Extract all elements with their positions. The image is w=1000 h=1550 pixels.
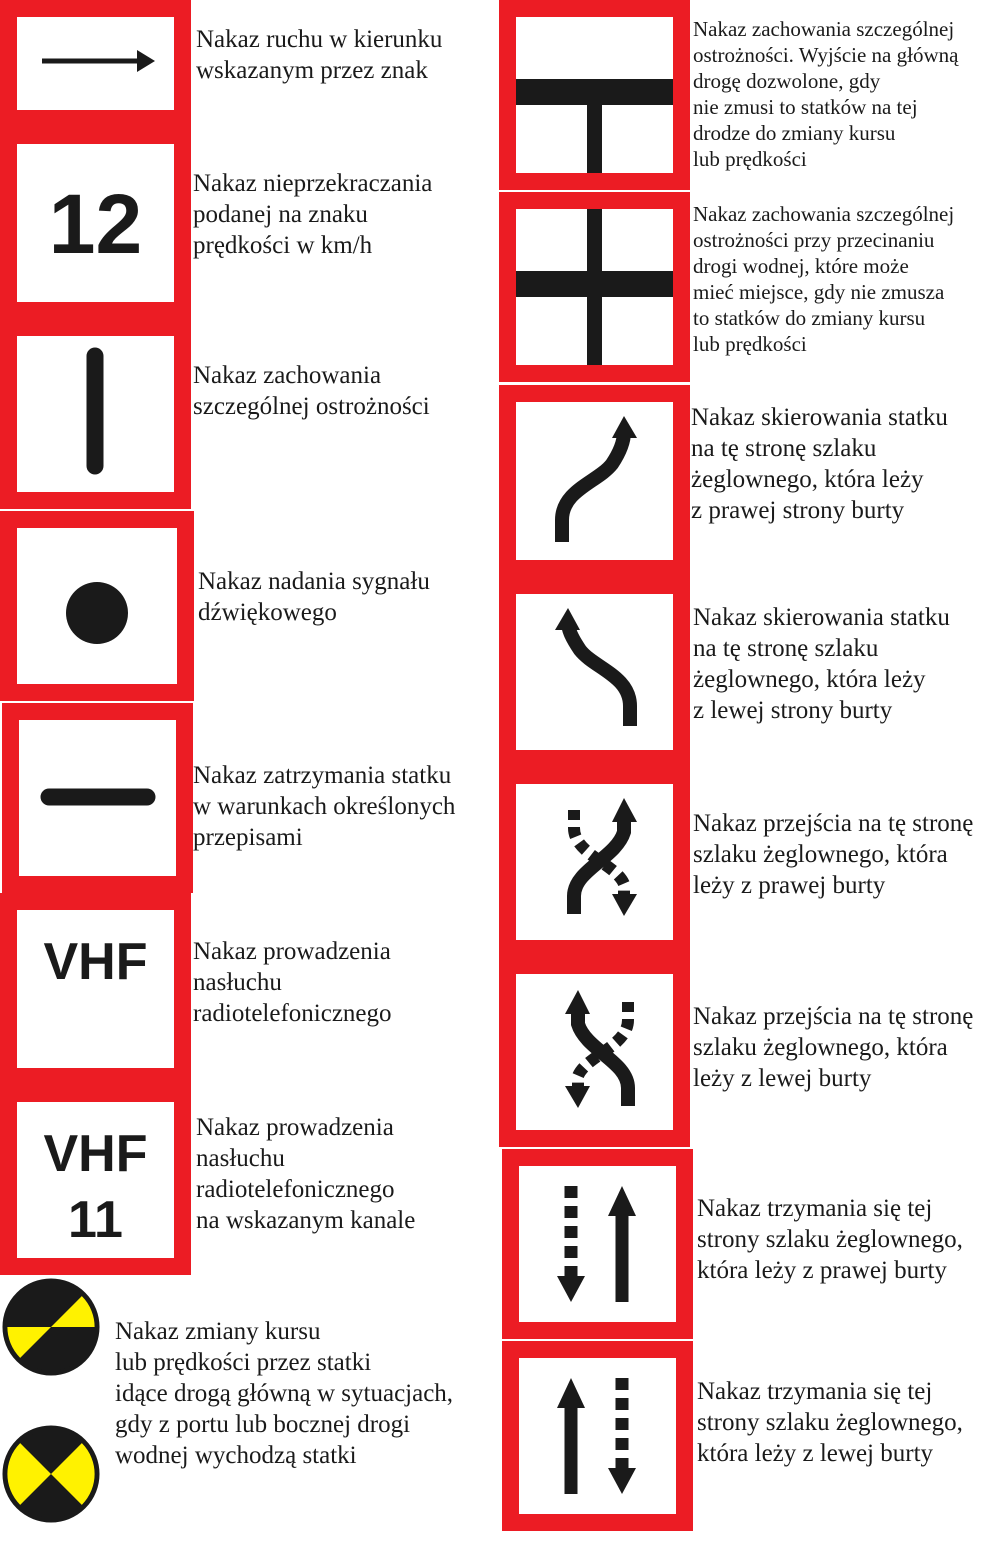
desc-keep-left: Nakaz trzymania się tej strony szlaku żeglownego, która leży z lewej burty bbox=[697, 1378, 963, 1467]
yellow-black-cross-disc-icon bbox=[2, 1278, 100, 1376]
desc-arrow-right: Nakaz ruchu w kierunku wskazanym przez znak bbox=[196, 26, 443, 84]
sign-keep-right bbox=[502, 1149, 693, 1339]
desc-curve-right: Nakaz skierowania statku na tę stronę szlaku żeglownego, która leży z prawej strony burty bbox=[691, 404, 948, 524]
sign-crossing bbox=[499, 192, 690, 382]
desc-curve-left: Nakaz skierowania statku na tę stronę szlaku żeglownego, która leży z lewej strony burty bbox=[693, 604, 950, 724]
speed-limit-number: 12 bbox=[48, 177, 143, 271]
arrow-right-icon bbox=[17, 17, 174, 110]
sign-speed-limit bbox=[0, 127, 191, 319]
dot-icon bbox=[17, 528, 177, 684]
sign-horizontal-bar bbox=[2, 703, 193, 893]
horizontal-bar-icon bbox=[19, 720, 176, 876]
desc-cross-to-right: Nakaz przejścia na tę stronę szlaku żeglownego, która leży z prawej burty bbox=[693, 810, 974, 899]
sign-t-junction bbox=[499, 0, 690, 190]
desc-vertical-bar: Nakaz zachowania szczególnej ostrożności bbox=[193, 362, 430, 420]
desc-dot: Nakaz nadania sygnału dźwiękowego bbox=[198, 568, 430, 626]
keep-left-icon bbox=[519, 1358, 676, 1514]
sign-dot bbox=[0, 511, 194, 701]
sign-vertical-bar bbox=[0, 319, 191, 509]
sign-curve-right bbox=[499, 385, 690, 577]
vhf-label: VHF bbox=[43, 933, 148, 991]
curve-right-arrow-icon bbox=[516, 402, 673, 560]
sign-arrow-right bbox=[0, 0, 191, 127]
keep-right-icon bbox=[519, 1166, 676, 1322]
vhf-channel-label: VHF bbox=[43, 1125, 148, 1183]
curve-left-arrow-icon bbox=[516, 594, 673, 750]
crossing-icon bbox=[516, 209, 673, 365]
vhf-channel-number: 11 bbox=[68, 1191, 123, 1249]
sign-vhf-channel bbox=[0, 1085, 191, 1275]
desc-buoys: Nakaz zmiany kursu lub prędkości przez statki idące drogą główną w sytuacjach, gdy z portu lub bocznej drogi wodnej wychodzą statki bbox=[115, 1318, 454, 1469]
yellow-black-cross-disc-icon bbox=[2, 1425, 100, 1523]
sign-vhf bbox=[0, 893, 191, 1085]
sign-keep-left bbox=[502, 1341, 693, 1531]
desc-horizontal-bar: Nakaz zatrzymania statku w warunkach określonych przepisami bbox=[193, 762, 456, 851]
sign-curve-left bbox=[499, 577, 690, 767]
sign-cross-to-left bbox=[499, 957, 690, 1147]
desc-crossing: Nakaz zachowania szczególnej ostrożności przy przecinaniu drogi wodnej, które może mieć miejsce, gdy nie zmusza to statków do zmiany kursu lub prędkości bbox=[693, 202, 955, 356]
desc-t-junction: Nakaz zachowania szczególnej ostrożności. Wyjście na główną drogę dozwolone, gdy nie zmusi to statków na tej drodze do zmiany kursu lub prędkości bbox=[693, 17, 959, 171]
desc-vhf: Nakaz prowadzenia nasłuchu radiotelefonicznego bbox=[193, 938, 392, 1027]
cross-to-right-icon bbox=[516, 784, 673, 940]
cross-to-left-icon bbox=[516, 974, 673, 1130]
desc-keep-right: Nakaz trzymania się tej strony szlaku żeglownego, która leży z prawej burty bbox=[697, 1195, 963, 1284]
sign-cross-to-right bbox=[499, 767, 690, 957]
desc-cross-to-left: Nakaz przejścia na tę stronę szlaku żeglownego, która leży z lewej burty bbox=[693, 1003, 974, 1092]
t-junction-icon bbox=[516, 17, 673, 173]
vertical-bar-icon bbox=[17, 336, 174, 492]
desc-speed-limit: Nakaz nieprzekraczania podanej na znaku prędkości w km/h bbox=[193, 170, 433, 259]
desc-vhf-channel: Nakaz prowadzenia nasłuchu radiotelefonicznego na wskazanym kanale bbox=[196, 1114, 416, 1234]
